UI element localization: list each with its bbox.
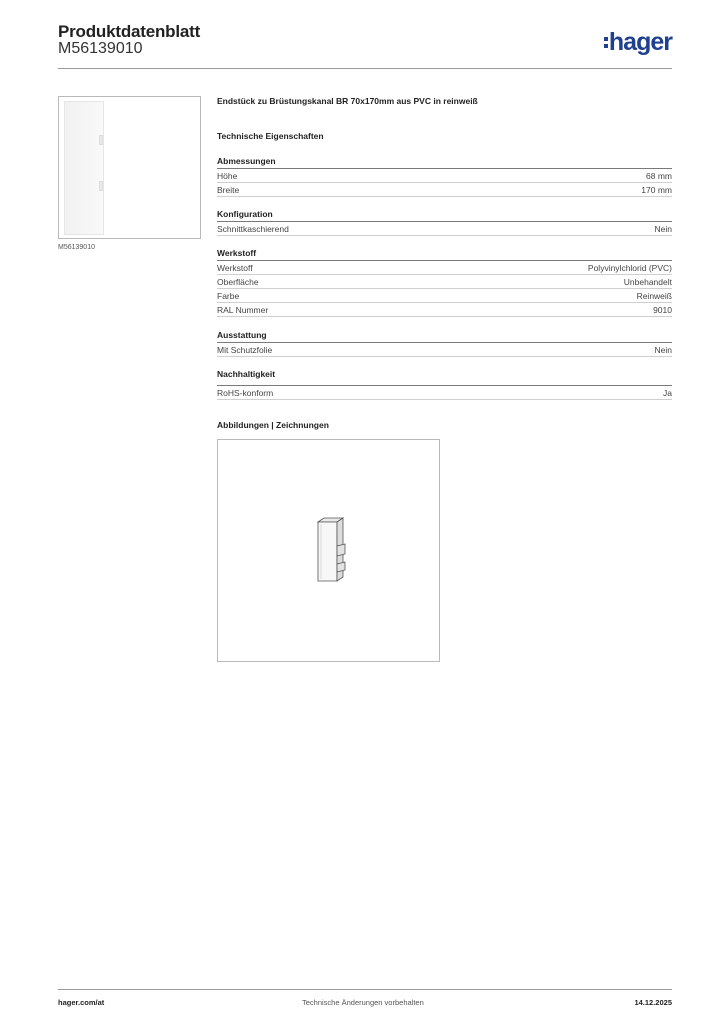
spec-label: Breite xyxy=(217,184,240,195)
spec-value: Polyvinylchlorid (PVC) xyxy=(587,262,672,273)
product-description: Endstück zu Brüstungskanal BR 70x170mm aus PVC in reinweiß xyxy=(217,96,478,106)
spec-label: RoHS-konform xyxy=(217,387,274,398)
spec-row xyxy=(217,261,672,275)
specs-heading: Technische Eigenschaften xyxy=(217,131,324,141)
spec-row xyxy=(217,303,672,317)
logo-wordmark: hager xyxy=(608,28,672,56)
clip-lower xyxy=(99,181,103,191)
spec-row xyxy=(217,275,672,289)
spec-value: 9010 xyxy=(653,304,672,315)
spec-row xyxy=(217,169,672,183)
page-header xyxy=(58,20,672,70)
spec-value: Ja xyxy=(663,387,672,398)
spec-row xyxy=(217,343,672,357)
spec-label: Oberfläche xyxy=(217,276,259,287)
product-thumbnail xyxy=(58,96,201,239)
spec-value: Nein xyxy=(654,344,672,355)
spec-label: Höhe xyxy=(217,170,238,181)
spec-value: Unbehandelt xyxy=(623,276,672,287)
footer-divider xyxy=(58,989,672,990)
section-title-werkstoff: Werkstoff xyxy=(217,248,257,258)
section-title-abmessungen: Abmessungen xyxy=(217,156,276,166)
spec-label: Schnittkaschierend xyxy=(217,223,289,234)
spec-row xyxy=(217,222,672,236)
document-title: Produktdatenblatt xyxy=(58,22,201,41)
end-cap-drawing-icon xyxy=(218,440,439,661)
spec-value: 68 mm xyxy=(646,170,672,181)
spec-label: Farbe xyxy=(217,290,240,301)
spec-row xyxy=(217,183,672,197)
clip-upper xyxy=(99,135,103,145)
spec-value: 170 mm xyxy=(641,184,672,195)
spec-label: Mit Schutzfolie xyxy=(217,344,273,355)
footer-date: 14.12.2025 xyxy=(634,998,672,1007)
footer-website: hager.com/at xyxy=(58,998,105,1007)
section-title-konfiguration: Konfiguration xyxy=(217,209,273,219)
logo-mark-icon xyxy=(604,37,608,48)
thumbnail-caption: M56139010 xyxy=(58,244,95,251)
section-title-nachhaltigkeit: Nachhaltigkeit xyxy=(217,369,276,379)
spec-row xyxy=(217,386,672,400)
section-title-ausstattung: Ausstattung xyxy=(217,330,267,340)
hager-logo xyxy=(604,28,672,57)
end-cap-image xyxy=(64,101,104,235)
spec-label: RAL Nummer xyxy=(217,304,269,315)
article-number: M56139010 xyxy=(58,40,143,57)
figures-heading: Abbildungen | Zeichnungen xyxy=(217,420,329,430)
spec-label: Werkstoff xyxy=(217,262,253,273)
spec-value: Reinweiß xyxy=(636,290,672,301)
spec-row xyxy=(217,289,672,303)
footer-notice: Technische Änderungen vorbehalten xyxy=(302,998,424,1007)
product-drawing xyxy=(217,439,440,662)
header-divider xyxy=(58,68,672,69)
spec-value: Nein xyxy=(654,223,672,234)
